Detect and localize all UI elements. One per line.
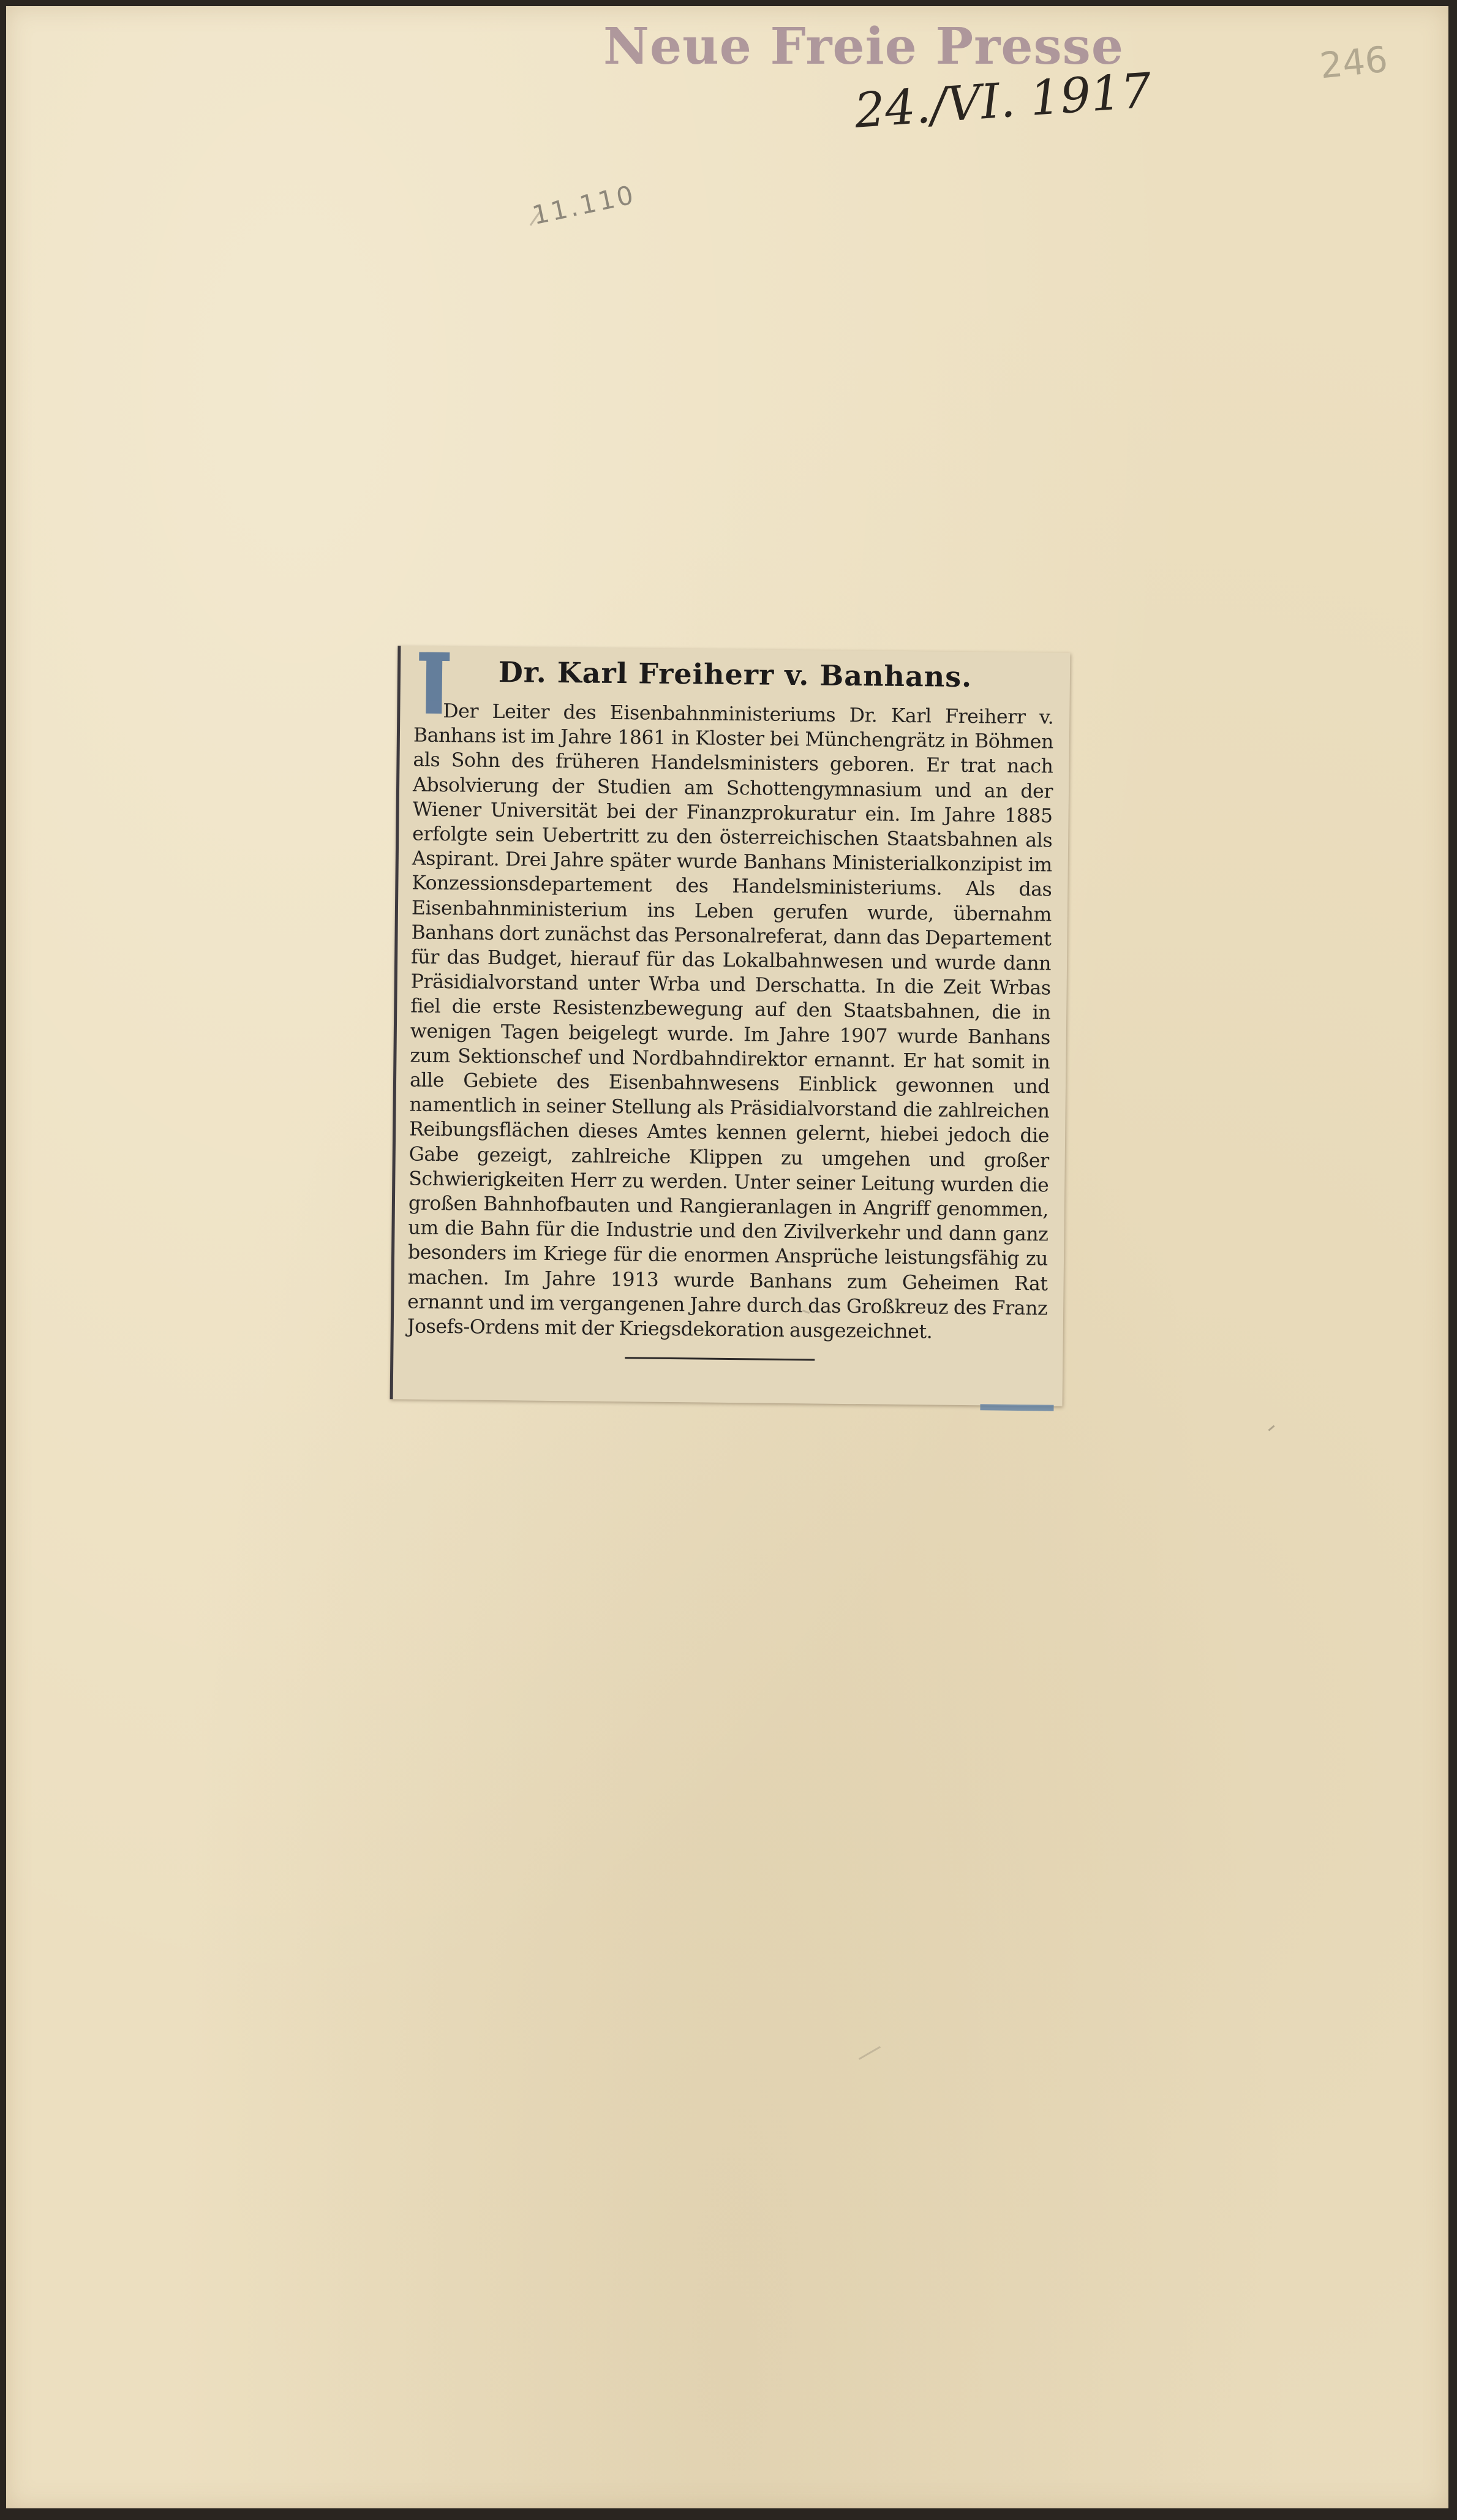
clipping-end-rule [625, 1357, 815, 1360]
pencil-page-number: 246 [1317, 38, 1390, 87]
archive-sheet [6, 6, 1448, 2508]
newspaper-stamp: Neue Freie Presse [603, 17, 1124, 76]
paper-speck [859, 2046, 881, 2060]
handwritten-date: 24./VI. 1917 [853, 63, 1154, 139]
pencil-annotation: 11.110 [529, 179, 639, 231]
clipping-title: Dr. Karl Freiherr v. Banhans. [498, 655, 973, 694]
clipping-body: Der Leiter des Eisenbahnministeriums Dr. Karl Freiherr v. Banhans ist im Jahre 1861 in Kloster bei Münchengrätz in Böhmen als Sohn des früheren Handelsministers geboren. Er trat nach Absolvierung der Studien am Schottengymnasium und an der Wiener Universität bei der Finanzprokuratur ein. Im Jahre 1885 erfolgte sein Uebertritt zu den österreichischen Staatsbahnen als Aspirant. Drei Jahre später wurde Banhans Ministerialkonzipist im Konzessionsdepartement des Handelsministeriums. Als das Eisenbahnministerium ins Leben gerufen wurde, übernahm Banhans dort zunächst das Personalreferat, dann das Departement für das Budget, hierauf für das Lokalbahnwesen und wurde dann Präsidialvorstand unter Wrba und Derschatta. In die Zeit Wrbas fiel die erste Resistenzbewegung auf den Staatsbahnen, die in wenigen Tagen beigelegt wurde. Im Jahre 1907 wurde Banhans zum Sektionschef und Nordbahndirektor ernannt. Er hat somit in alle Gebiete des Eisenbahnwesens Einblick gewonnen und namentlich in seiner Stellung als Präsidialvorstand die zahlreichen Reibungsflächen dieses Amtes kennen gelernt, hiebei jedoch die Gabe gezeigt, zahlreiche Klippen zu umgehen und großer Schwierigkeiten Herr zu werden. Unter seiner Leitung wurden die großen Bahnhofbauten und Rangieranlagen in Angriff genommen, um die Bahn für die Industrie und den Zivilverkehr und dann ganz besonders im Kriege für die enormen Ansprüche leistungsfähig zu machen. Im Jahre 1913 wurde Banhans zum Geheimen Rat ernannt und im vergangenen Jahre durch das Großkreuz des Franz Josefs-Ordens mit der Kriegsdekoration ausgezeichnet. [407, 700, 1054, 1343]
newspaper-clipping [390, 646, 1071, 1406]
blue-pencil-underline [980, 1404, 1053, 1411]
paper-speck [1268, 1425, 1274, 1431]
